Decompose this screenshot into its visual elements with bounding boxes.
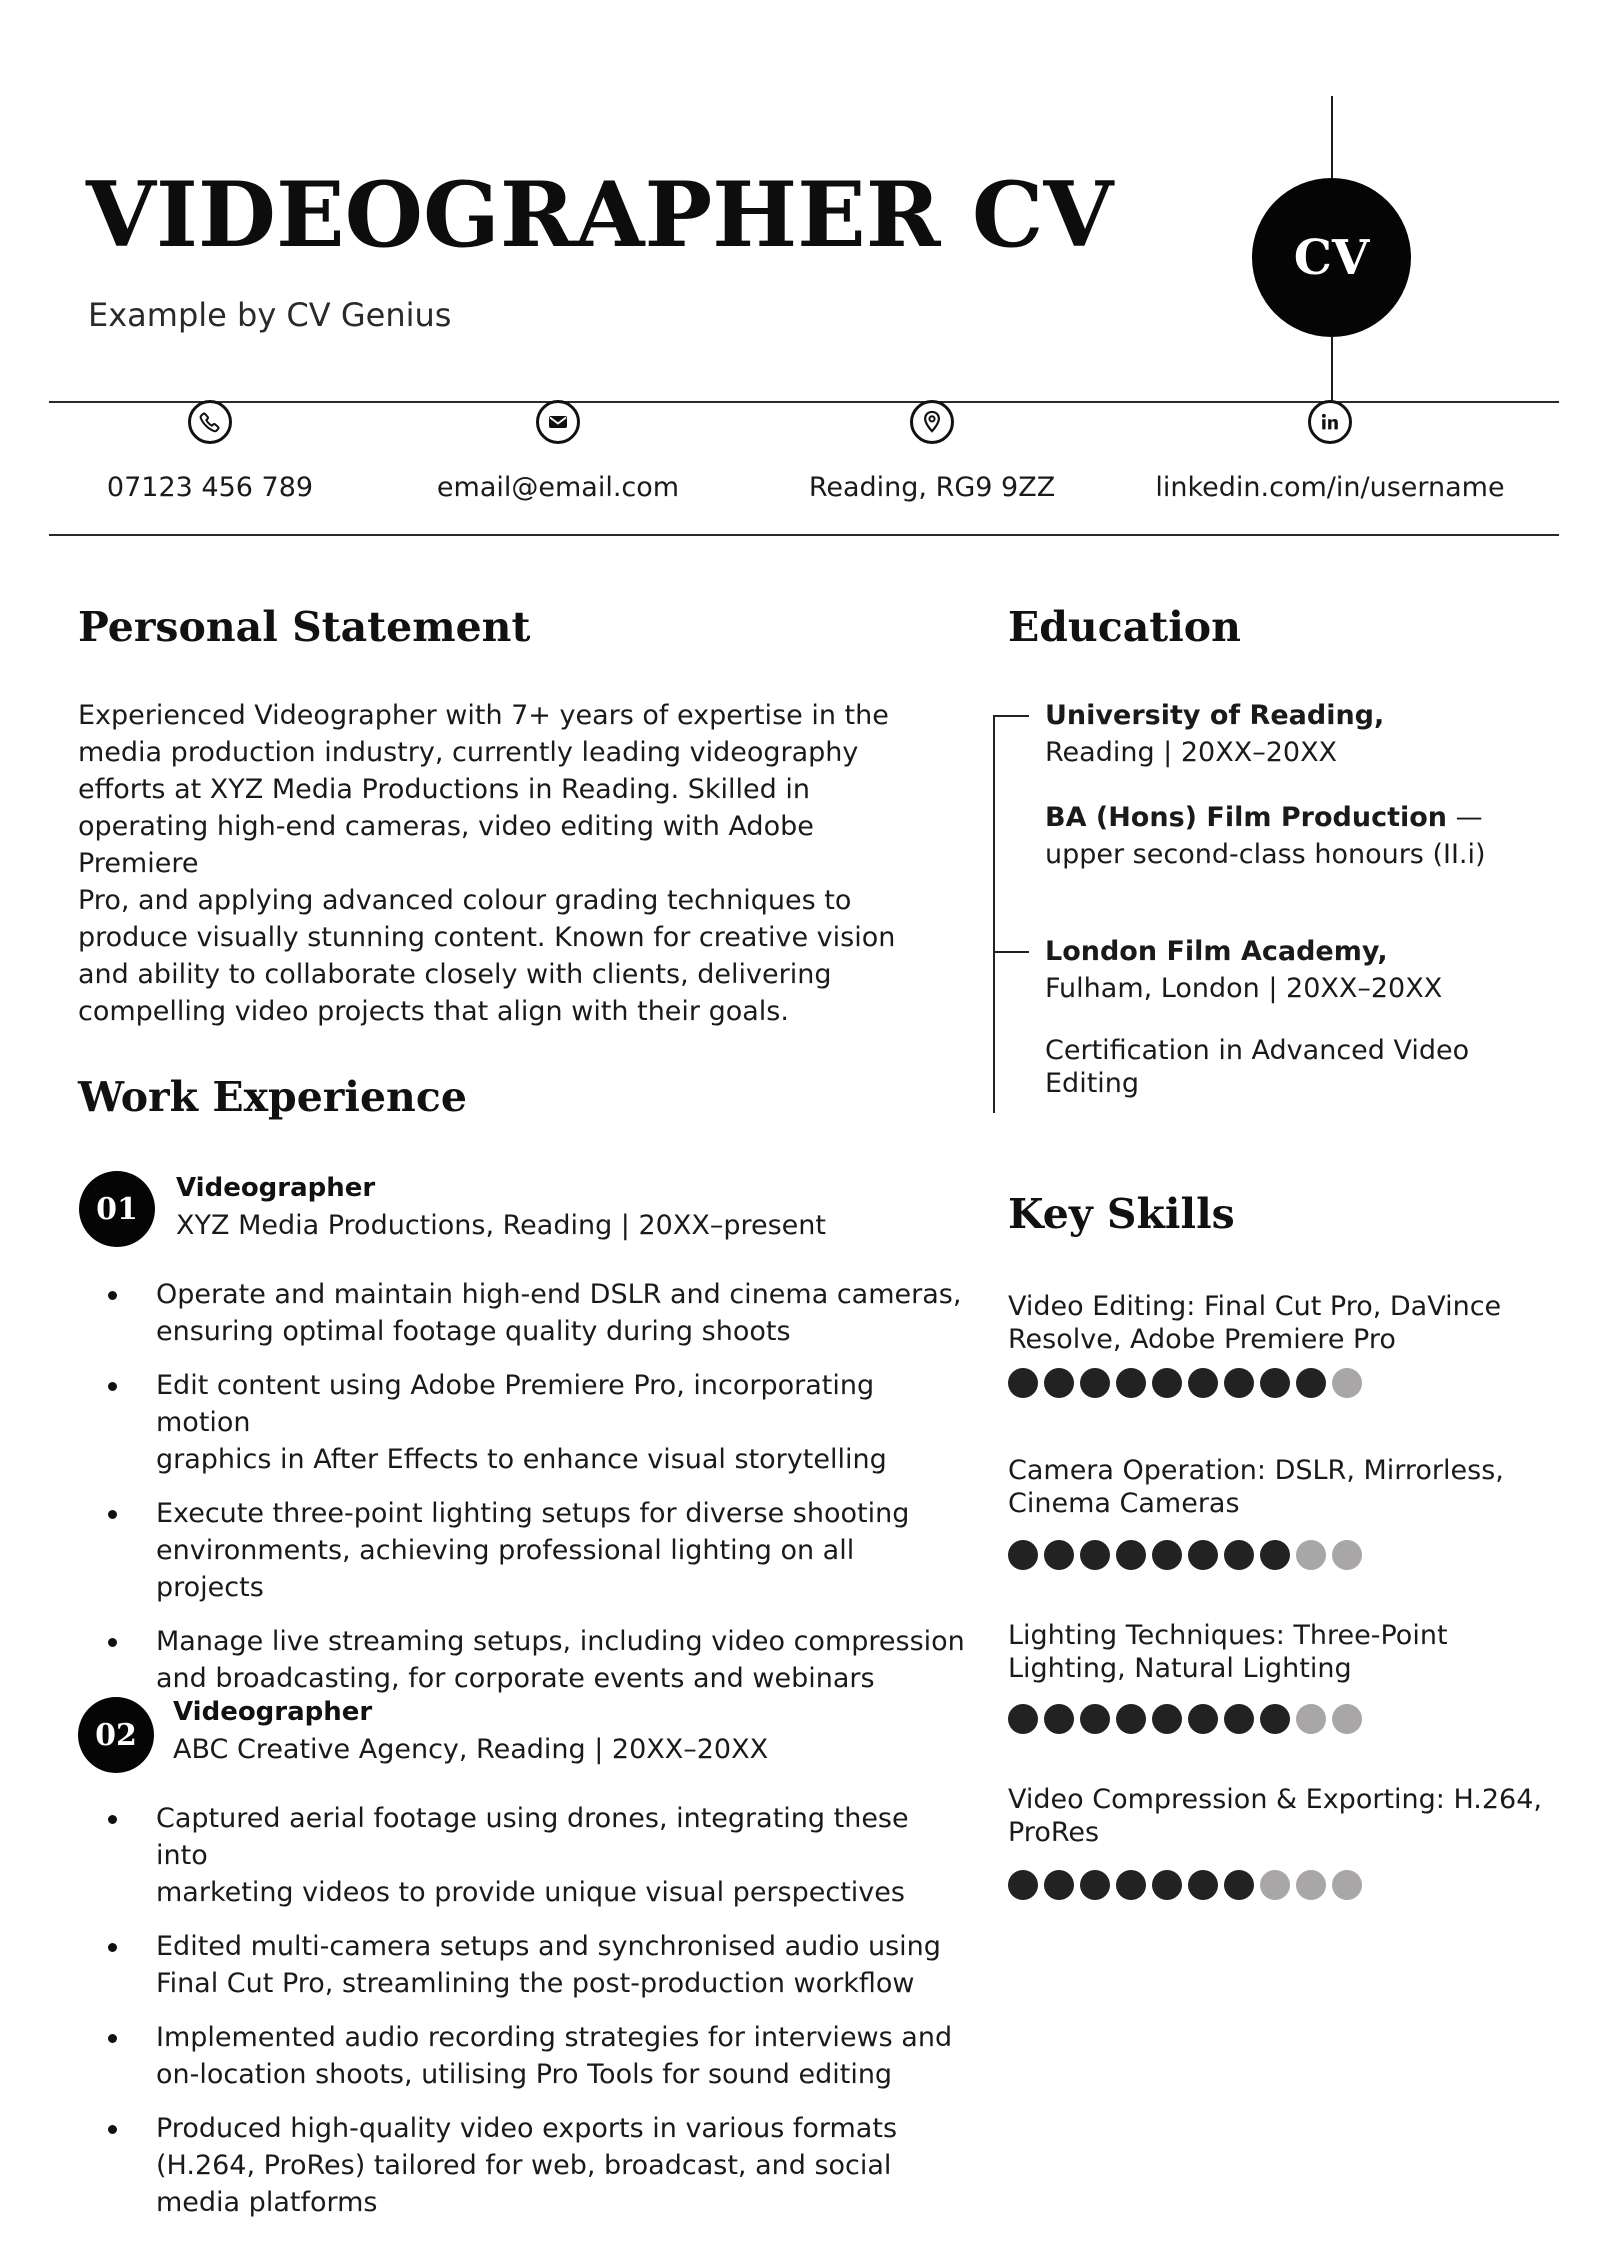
skill-dot-filled <box>1224 1368 1254 1398</box>
location-pin-icon <box>910 400 954 444</box>
skill-dot-filled <box>1116 1870 1146 1900</box>
job-header <box>176 1173 826 1241</box>
skill-label: Lighting Techniques: Three-Point Lighting, Natural Lighting <box>1008 1620 1448 1684</box>
skill-dot-filled <box>1260 1540 1290 1570</box>
job-bullets <box>108 1276 968 1714</box>
skill-dot-filled <box>1152 1540 1182 1570</box>
education-timeline-tick <box>993 715 1029 717</box>
job-number-badge: 02 <box>78 1697 154 1773</box>
skill-dot-filled <box>1296 1368 1326 1398</box>
skill-dot-filled <box>1224 1704 1254 1734</box>
job-bullet: Captured aerial footage using drones, integrating these into marketing videos to provide unique visual perspectives <box>108 1800 968 1911</box>
skill-dot-empty <box>1332 1368 1362 1398</box>
skill-dot-filled <box>1260 1368 1290 1398</box>
skill-dot-filled <box>1188 1704 1218 1734</box>
contact-phone <box>30 400 390 503</box>
skill-label: Video Compression & Exporting: H.264, ProRes <box>1008 1784 1542 1848</box>
job-title: Videographer <box>176 1173 376 1203</box>
linkedin-icon <box>1308 400 1352 444</box>
contact-location-text: Reading, RG9 9ZZ <box>808 472 1056 503</box>
cv-subtitle: Example by CV Genius <box>88 296 452 334</box>
skill-dot-filled <box>1008 1870 1038 1900</box>
skill-dot-filled <box>1224 1540 1254 1570</box>
job-bullet: Operate and maintain high-end DSLR and cinema cameras, ensuring optimal footage quality during shoots <box>108 1276 968 1350</box>
skill-dot-empty <box>1296 1704 1326 1734</box>
education-detail: upper second-class honours (II.i) <box>1045 839 1486 870</box>
education-location-dates: Reading | 20XX–20XX <box>1045 737 1338 768</box>
skill-rating <box>1008 1540 1368 1570</box>
skill-dot-empty <box>1332 1870 1362 1900</box>
education-entry <box>1045 933 1525 1100</box>
skill-dot-filled <box>1044 1870 1074 1900</box>
job-title: Videographer <box>173 1697 373 1727</box>
skill-dot-empty <box>1260 1870 1290 1900</box>
job-header <box>173 1697 768 1765</box>
skill-dot-filled <box>1044 1704 1074 1734</box>
education-degree: BA (Hons) Film Production — <box>1045 802 1483 833</box>
skill-dot-filled <box>1152 1704 1182 1734</box>
education-timeline <box>993 715 995 1113</box>
contact-email-text[interactable]: email@email.com <box>436 472 680 503</box>
skill-rating <box>1008 1368 1368 1398</box>
skill-dot-empty <box>1296 1870 1326 1900</box>
contact-linkedin <box>1150 400 1510 503</box>
skill-dot-filled <box>1080 1368 1110 1398</box>
skill-dot-filled <box>1080 1704 1110 1734</box>
skill-label: Video Editing: Final Cut Pro, DaVince Resolve, Adobe Premiere Pro <box>1008 1291 1502 1355</box>
contact-bottom-rule <box>49 534 1559 536</box>
job-number-badge: 01 <box>79 1171 155 1247</box>
skill-dot-filled <box>1260 1704 1290 1734</box>
header-divider-bottom <box>1331 336 1333 402</box>
education-entry <box>1045 697 1525 873</box>
key-skills-heading: Key Skills <box>1008 1190 1235 1238</box>
job-bullet: Manage live streaming setups, including video compression and broadcasting, for corporate events and webinars <box>108 1623 968 1697</box>
skill-rating <box>1008 1870 1368 1900</box>
education-institution: University of Reading, <box>1045 700 1385 731</box>
skill-dot-filled <box>1152 1870 1182 1900</box>
contact-phone-text[interactable]: 07123 456 789 <box>106 472 314 503</box>
cv-badge: CV <box>1252 178 1411 337</box>
cv-title: VIDEOGRAPHER CV <box>86 162 1114 268</box>
job-bullet: Produced high-quality video exports in various formats (H.264, ProRes) tailored for web, broadcast, and social media platforms <box>108 2110 968 2221</box>
skill-dot-filled <box>1116 1368 1146 1398</box>
header-divider-top <box>1331 96 1333 180</box>
skill-dot-filled <box>1188 1368 1218 1398</box>
skill-rating <box>1008 1704 1368 1734</box>
education-timeline-tick <box>993 951 1029 953</box>
email-icon <box>536 400 580 444</box>
skill-dot-filled <box>1080 1870 1110 1900</box>
skill-dot-empty <box>1332 1704 1362 1734</box>
skill-dot-filled <box>1188 1870 1218 1900</box>
skill-dot-filled <box>1080 1540 1110 1570</box>
personal-statement-heading: Personal Statement <box>78 603 531 651</box>
skill-label: Camera Operation: DSLR, Mirrorless, Cinema Cameras <box>1008 1455 1504 1519</box>
job-company: ABC Creative Agency, Reading | 20XX–20XX <box>173 1734 769 1765</box>
work-experience-heading: Work Experience <box>78 1073 467 1121</box>
skill-dot-filled <box>1152 1368 1182 1398</box>
phone-icon <box>188 400 232 444</box>
job-bullet: Edit content using Adobe Premiere Pro, incorporating motion graphics in After Effects to enhance visual storytelling <box>108 1367 968 1478</box>
skill-dot-filled <box>1008 1368 1038 1398</box>
skill-dot-empty <box>1332 1540 1362 1570</box>
personal-statement-text: Experienced Videographer with 7+ years of expertise in the media production industry, currently leading videography efforts at XYZ Media Productions in Reading. Skilled in operating high-end cameras, video editing with Adobe Premiere Pro, and applying advanced colour grading techniques to produce visually stunning content. Known for creative vision and ability to collaborate closely with clients, delivering compelling video projects that align with their goals. <box>78 700 896 1027</box>
education-institution: London Film Academy, <box>1045 936 1388 967</box>
contact-linkedin-text[interactable]: linkedin.com/in/username <box>1155 472 1505 503</box>
skill-dot-filled <box>1008 1704 1038 1734</box>
job-bullet: Implemented audio recording strategies for interviews and on-location shoots, utilising Pro Tools for sound editing <box>108 2019 968 2093</box>
education-detail: Certification in Advanced Video Editing <box>1045 1035 1470 1099</box>
skill-dot-filled <box>1116 1704 1146 1734</box>
job-bullets <box>108 1800 968 2238</box>
job-company: XYZ Media Productions, Reading | 20XX–present <box>176 1210 826 1241</box>
skill-dot-filled <box>1116 1540 1146 1570</box>
contact-location <box>752 400 1112 503</box>
contact-email <box>378 400 738 503</box>
education-location-dates: Fulham, London | 20XX–20XX <box>1045 973 1443 1004</box>
education-heading: Education <box>1008 603 1241 651</box>
skill-dot-filled <box>1224 1870 1254 1900</box>
job-bullet: Edited multi-camera setups and synchronised audio using Final Cut Pro, streamlining the post-production workflow <box>108 1928 968 2002</box>
skill-dot-empty <box>1296 1540 1326 1570</box>
skill-dot-filled <box>1188 1540 1218 1570</box>
job-bullet: Execute three-point lighting setups for diverse shooting environments, achieving professional lighting on all projects <box>108 1495 968 1606</box>
skill-dot-filled <box>1044 1368 1074 1398</box>
skill-dot-filled <box>1008 1540 1038 1570</box>
skill-dot-filled <box>1044 1540 1074 1570</box>
